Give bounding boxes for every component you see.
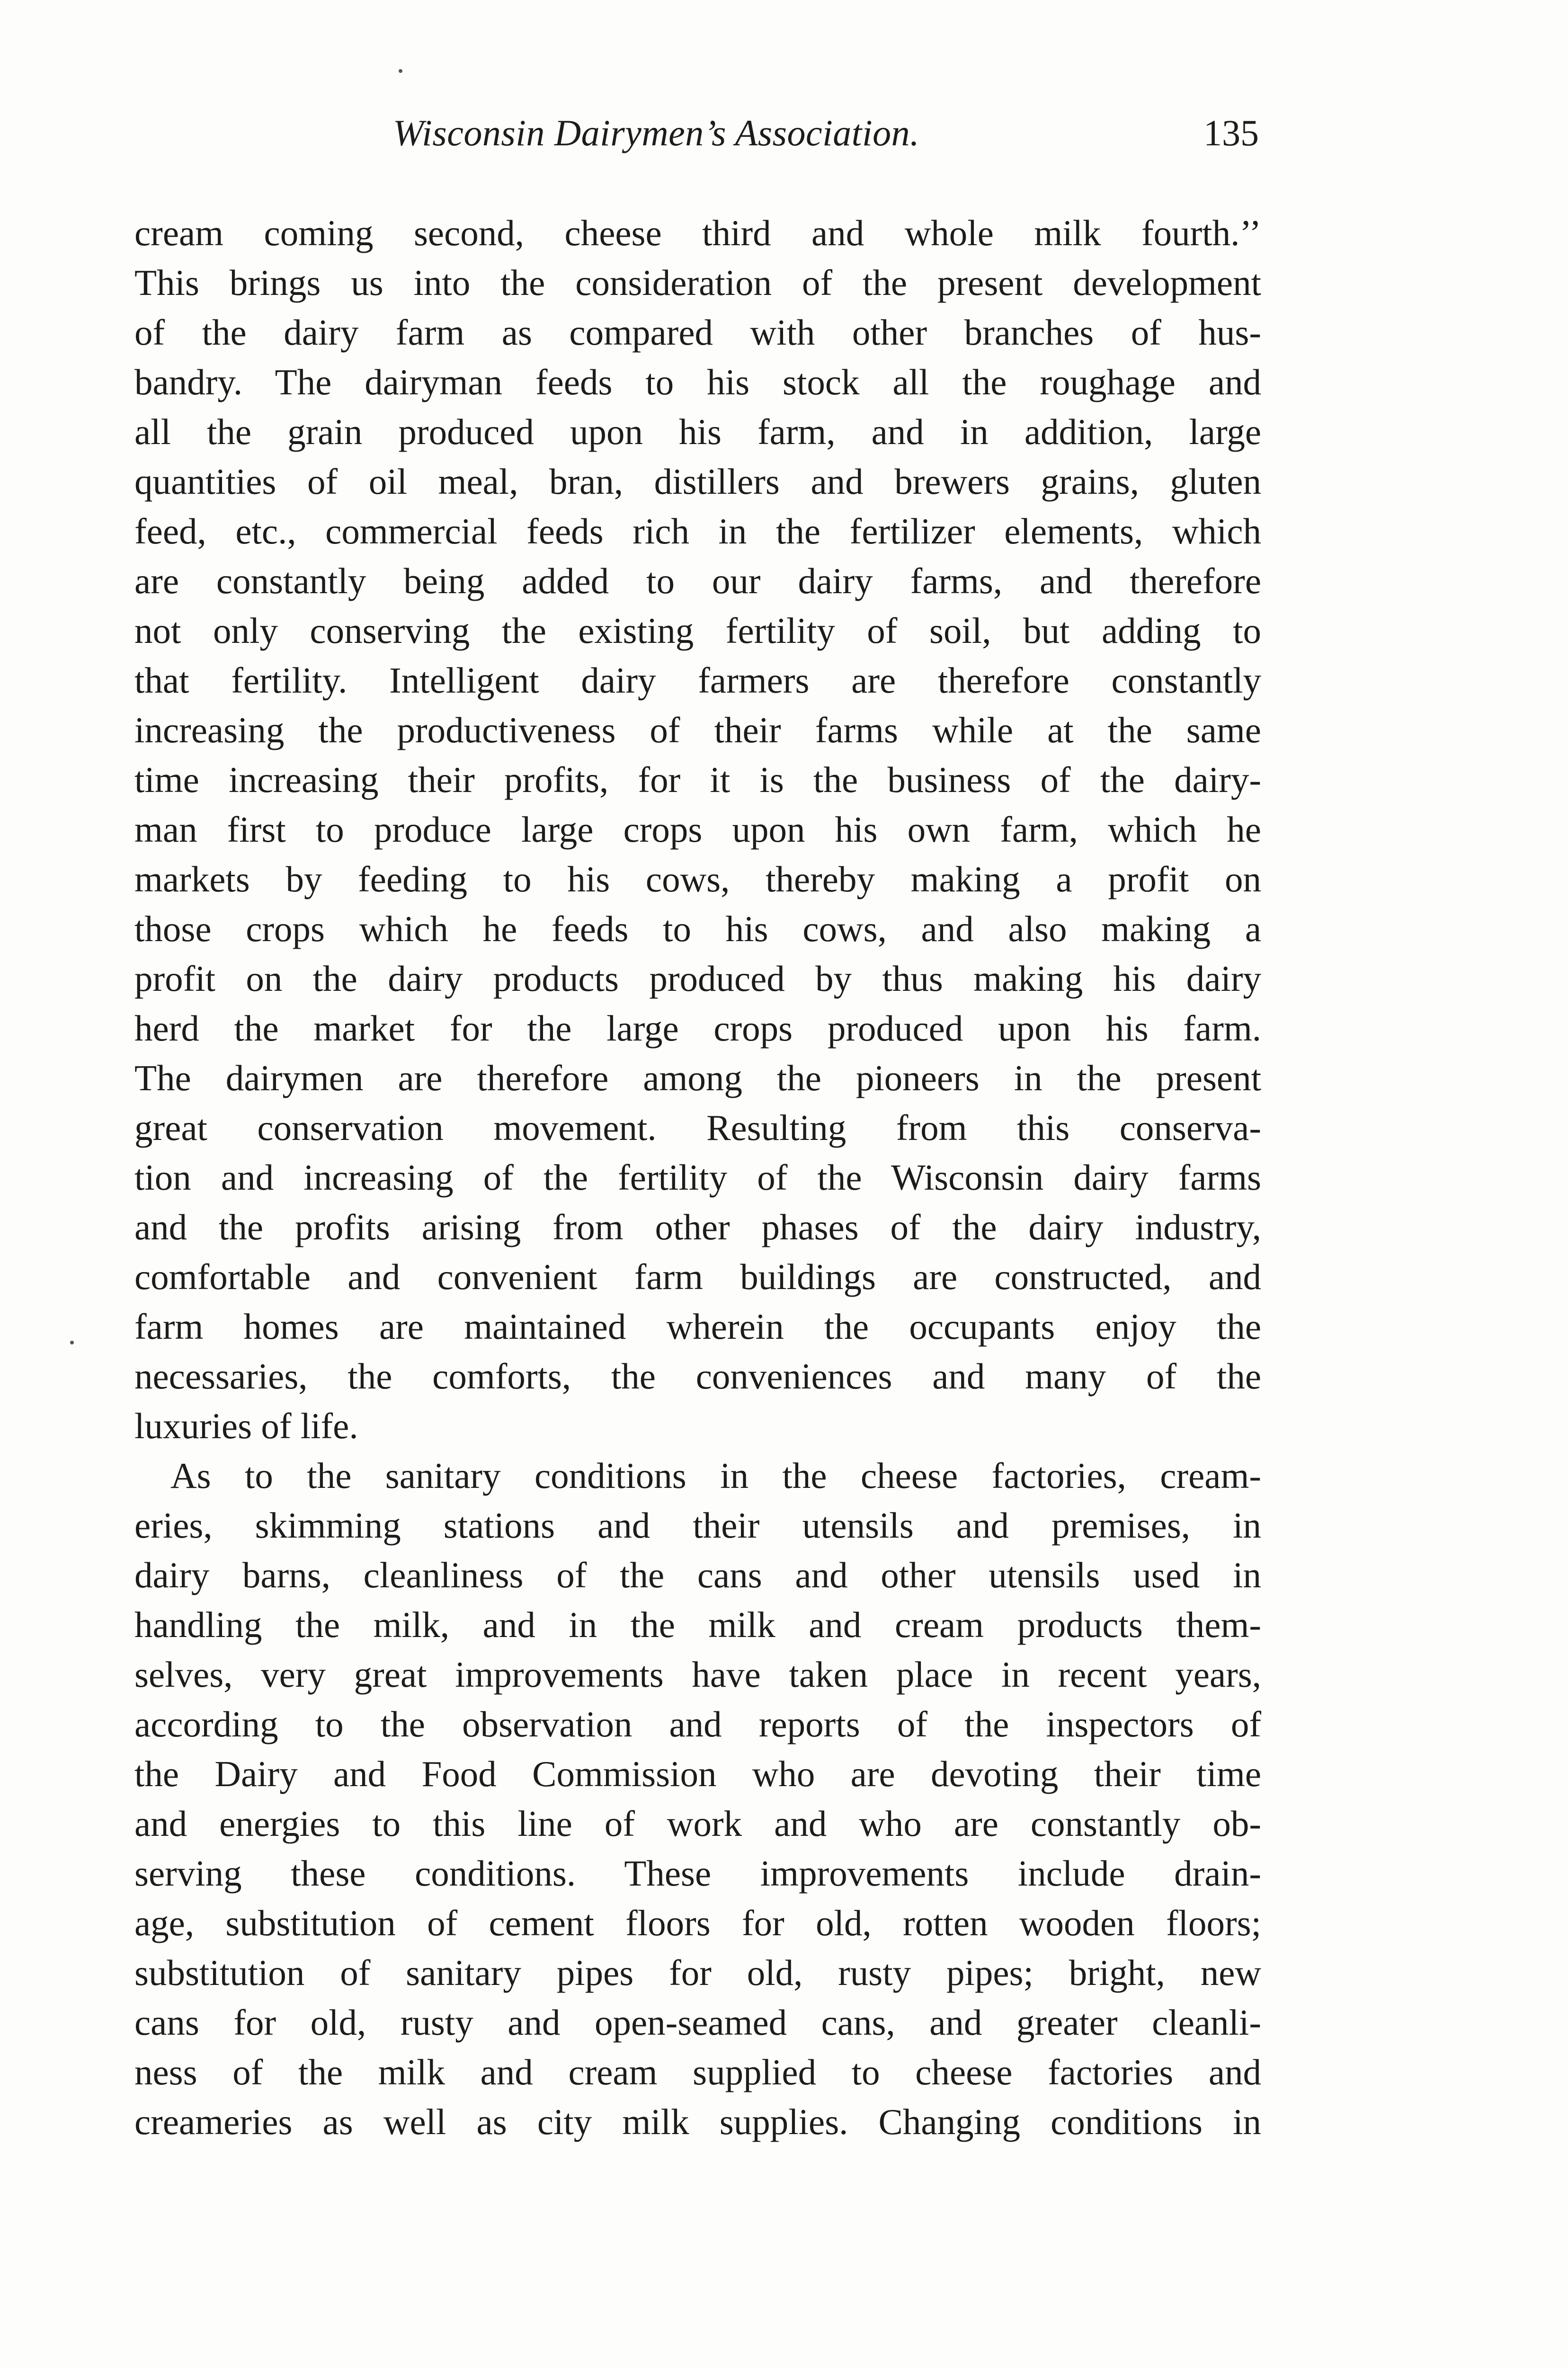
text-line: substitution of sanitary pipes for old, rusty pipes; bright, new [134, 1952, 1261, 1993]
text-line: age, substitution of cement floors for old, rotten wooden floors; [134, 1903, 1261, 1943]
text-line: time increasing their profits, for it is the business of the dairy- [134, 759, 1261, 800]
ink-speck [399, 69, 402, 73]
text-line: selves, very great improvements have taken place in recent years, [134, 1654, 1261, 1695]
text-line: markets by feeding to his cows, thereby making a profit on [134, 859, 1261, 899]
text-line: The dairymen are therefore among the pioneers in the present [134, 1058, 1261, 1098]
text-line: cans for old, rusty and open-seamed cans, and greater cleanli- [134, 2002, 1261, 2043]
text-line: man first to produce large crops upon his own farm, which he [134, 809, 1261, 850]
text-line: quantities of oil meal, bran, distillers and brewers grains, gluten [134, 461, 1261, 502]
text-line: herd the market for the large crops produced upon his farm. [134, 1008, 1261, 1049]
text-line: of the dairy farm as compared with other branches of hus- [134, 312, 1261, 353]
text-line: feed, etc., commercial feeds rich in the fertilizer elements, which [134, 511, 1261, 552]
text-line: luxuries of life. [134, 1406, 358, 1446]
paragraph [134, 208, 1261, 1451]
text-line: are constantly being added to our dairy farms, and therefore [134, 561, 1261, 601]
ink-speck [70, 1341, 74, 1344]
text-line: all the grain produced upon his farm, and in addition, large [134, 411, 1261, 452]
text-line: As to the sanitary conditions in the cheese factories, cream- [170, 1455, 1261, 1496]
text-line: This brings us into the consideration of the present development [134, 262, 1261, 303]
text-line: ness of the milk and cream supplied to cheese factories and [134, 2052, 1261, 2092]
text-line: those crops which he feeds to his cows, and also making a [134, 908, 1261, 949]
text-line: and energies to this line of work and who are constantly ob- [134, 1803, 1261, 1844]
text-line: farm homes are maintained wherein the occupants enjoy the [134, 1306, 1261, 1347]
text-line: increasing the productiveness of their farms while at the same [134, 710, 1261, 750]
text-line: cream coming second, cheese third and whole milk fourth.’’ [134, 213, 1261, 253]
text-line: not only conserving the existing fertility of soil, but adding to [134, 610, 1261, 651]
text-line: that fertility. Intelligent dairy farmers are therefore constantly [134, 660, 1261, 701]
running-header [0, 112, 1568, 169]
running-title: Wisconsin Dairymen’s Association. [393, 112, 920, 153]
paragraph [134, 1451, 1261, 2147]
text-line: eries, skimming stations and their utensils and premises, in [134, 1505, 1261, 1546]
body-text [134, 208, 1261, 2147]
text-line: and the profits arising from other phases of the dairy industry, [134, 1207, 1261, 1247]
text-line: handling the milk, and in the milk and cream products them- [134, 1604, 1261, 1645]
text-line: dairy barns, cleanliness of the cans and other utensils used in [134, 1555, 1261, 1595]
text-line: serving these conditions. These improvements include drain- [134, 1853, 1261, 1894]
text-line: comfortable and convenient farm buildings are constructed, and [134, 1256, 1261, 1297]
text-line: tion and increasing of the fertility of the Wisconsin dairy farms [134, 1157, 1261, 1198]
text-line: according to the observation and reports of the inspectors of [134, 1704, 1261, 1744]
text-line: creameries as well as city milk supplies. Changing conditions in [134, 2101, 1261, 2142]
text-line: bandry. The dairyman feeds to his stock all the roughage and [134, 362, 1261, 402]
text-line: great conservation movement. Resulting from this conserva- [134, 1107, 1261, 1148]
text-line: the Dairy and Food Commission who are devoting their time [134, 1753, 1261, 1794]
text-line: profit on the dairy products produced by thus making his dairy [134, 958, 1261, 999]
text-line: necessaries, the comforts, the conveniences and many of the [134, 1356, 1261, 1397]
page-number: 135 [1203, 112, 1259, 153]
